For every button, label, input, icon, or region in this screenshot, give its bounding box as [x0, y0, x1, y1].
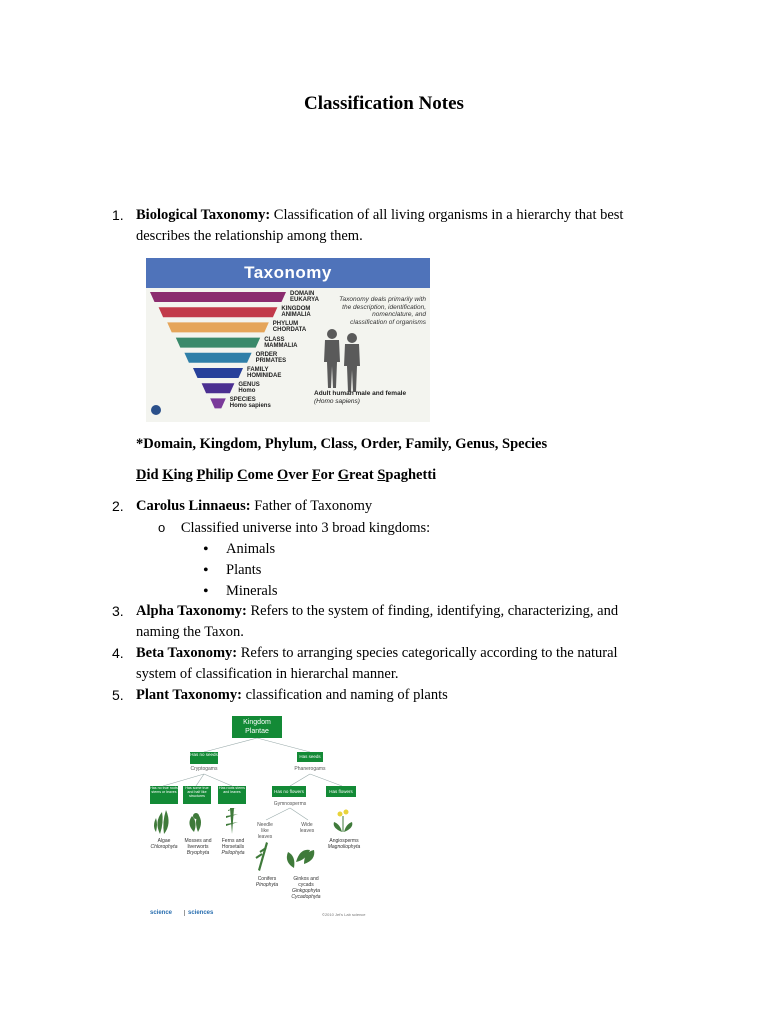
plant-tree-lines: [146, 712, 380, 922]
root-line-2: Plantae: [245, 728, 269, 735]
item-text: classification and naming of plants: [241, 687, 448, 703]
plant-taxonomy-figure: [146, 712, 380, 922]
mnemonic-initial: P: [196, 467, 206, 483]
root-line-1: Kingdom: [243, 719, 271, 726]
bullet-item-minerals: [203, 581, 278, 602]
wide-leaves-label: Wide leaves: [299, 822, 315, 834]
mnemonic-initial: F: [311, 467, 321, 483]
rank-label-family: FAMILY HOMINIDAE: [247, 367, 282, 379]
item-label: Biological Taxonomy:: [136, 207, 271, 223]
mnemonic-rest: ing: [173, 467, 197, 483]
pyramid-band-species: [210, 398, 226, 408]
bullet-item-animals: [203, 539, 275, 560]
group-conifers: Conifers Pinophyta: [255, 876, 279, 888]
bullet-text: Minerals: [226, 583, 278, 599]
publisher-logo-1: science: [150, 910, 173, 916]
mnemonic-initial: D: [136, 467, 147, 483]
publisher-logo-2: sciences: [184, 910, 213, 916]
pyramid-band-class: [176, 338, 260, 348]
bullet-text: Animals: [226, 541, 276, 557]
sub-item: [158, 517, 430, 539]
kingdom-plantae-box: [232, 716, 282, 738]
bullet-item-plants: [203, 560, 261, 581]
list-item-1: [112, 205, 652, 247]
mnemonic-rest: id: [146, 467, 163, 483]
pyramid-band-family: [193, 368, 243, 378]
pyramid-band-order: [184, 353, 251, 363]
rank-label-species: SPECIES Homo sapiens: [229, 397, 271, 410]
mnemonic-rest: ome: [247, 467, 278, 483]
rank-label-domain: DOMAIN EUKARYA: [290, 291, 319, 303]
ranks-text: *Domain, Kingdom, Phylum, Class, Order, Family, Genus, Species: [136, 436, 548, 452]
mnemonic-initial: C: [237, 467, 248, 483]
mnemonic-initial: S: [377, 467, 386, 483]
crypt-child-1: Has no true roots stems or leaves: [150, 786, 178, 804]
list-item-2: [112, 496, 652, 517]
page-title: Classification Notes: [304, 93, 464, 114]
group-mosses: Mosses and liverworts Bryophyta: [184, 838, 212, 856]
list-item-4: [112, 643, 652, 685]
crypt-child-2: Has some true and half like structures: [183, 786, 211, 804]
group-ferns: Ferns and Horsetails Psilophyta: [221, 838, 245, 856]
mnemonic-rest: or: [320, 467, 338, 483]
pyramid-band-kingdom: [159, 307, 278, 317]
pyramid-band-genus: [202, 383, 235, 393]
item-number: 4.: [112, 645, 124, 661]
caption-line-2: (Homo sapiens): [314, 398, 360, 405]
mnemonic-initial: O: [277, 467, 289, 483]
taxonomy-figure-title: Taxonomy: [244, 263, 332, 282]
rank-label-order: ORDER PRIMATES: [255, 351, 287, 364]
taxonomy-caption: [314, 390, 428, 406]
sub-marker: o: [158, 520, 166, 535]
crypt-child-3: Has roots stems and leaves: [218, 786, 246, 804]
item-text: Classification of all living organisms in a hierarchy that best describes the relationship among them.: [136, 207, 624, 244]
ranks-line: [112, 434, 652, 455]
no-seeds-box: Has no seeds: [190, 752, 218, 764]
needle-leaves-label: Needle like leaves: [257, 822, 273, 840]
item-text: Father of Taxonomy: [250, 498, 373, 514]
rank-label-kingdom: KINGDOM ANIMALIA: [281, 306, 311, 319]
bullet-dot: •: [203, 541, 209, 558]
item-number: 5.: [112, 687, 124, 703]
mnemonic-rest: hilip: [205, 467, 238, 483]
item-label: Plant Taxonomy:: [136, 687, 242, 703]
copyright-text: ©2010 Jet's Lab science: [322, 912, 366, 917]
mnemonic-initial: G: [337, 467, 350, 483]
caption-line-1: Adult human male and female: [314, 390, 407, 397]
group-ginkos: Ginkos and cycads Ginkgophyta Cycadophyta: [291, 876, 321, 900]
cryptogams-label: Cryptogams: [190, 766, 218, 772]
item-number: 1.: [112, 207, 124, 223]
item-label: Carolus Linnaeus:: [136, 498, 251, 514]
item-text: Refers to arranging species categorically according to the natural system of classification in hierarchal manner.: [136, 645, 618, 682]
taxonomy-note: Taxonomy deals primarily with the description, identification, nomenclature, and classification of organisms: [339, 296, 426, 326]
rank-label-genus: GENUS Homo: [238, 382, 260, 395]
item-label: Alpha Taxonomy:: [136, 603, 247, 619]
human-female-silhouette: [344, 333, 360, 392]
mnemonic-initial: K: [162, 467, 174, 483]
bullet-dot: •: [203, 562, 209, 579]
list-item-5: [112, 685, 652, 706]
no-flowers-box: Has no flowers: [272, 786, 306, 797]
rank-label-phylum: PHYLUM CHORDATA: [272, 321, 307, 334]
group-algae: Algae Chlorophyta: [150, 838, 178, 850]
taxonomy-figure: [146, 258, 430, 422]
item-label: Beta Taxonomy:: [136, 645, 238, 661]
gymnosperms-label: Gymnosperms: [273, 801, 307, 807]
has-seeds-box: Has seeds: [297, 752, 323, 762]
bullet-text: Plants: [226, 562, 262, 578]
phanerogams-label: Phanerogams: [294, 766, 326, 772]
mnemonic-rest: reat: [349, 467, 378, 483]
group-angiosperms: Angiosperms Magnoliophyta: [327, 838, 361, 850]
list-item-3: [112, 601, 652, 643]
mnemonic-rest: ver: [288, 467, 312, 483]
item-number: 3.: [112, 603, 124, 619]
rank-label-class: CLASS MAMMALIA: [264, 336, 298, 349]
pyramid-band-phylum: [167, 322, 269, 332]
item-number: 2.: [112, 498, 124, 514]
mnemonic-rest: paghetti: [385, 467, 437, 483]
bullet-dot: •: [203, 583, 209, 600]
item-text: Refers to the system of finding, identifying, characterizing, and naming the Taxon.: [136, 603, 619, 640]
publisher-logo-icon: [151, 405, 161, 415]
mnemonic-line: [112, 465, 652, 486]
human-male-silhouette: [324, 329, 340, 388]
sub-item-text: Classified universe into 3 broad kingdoms:: [180, 520, 431, 536]
mnemonic-text: [136, 465, 652, 486]
pyramid-band-domain: [150, 292, 286, 302]
has-flowers-box: Has flowers: [326, 786, 356, 797]
